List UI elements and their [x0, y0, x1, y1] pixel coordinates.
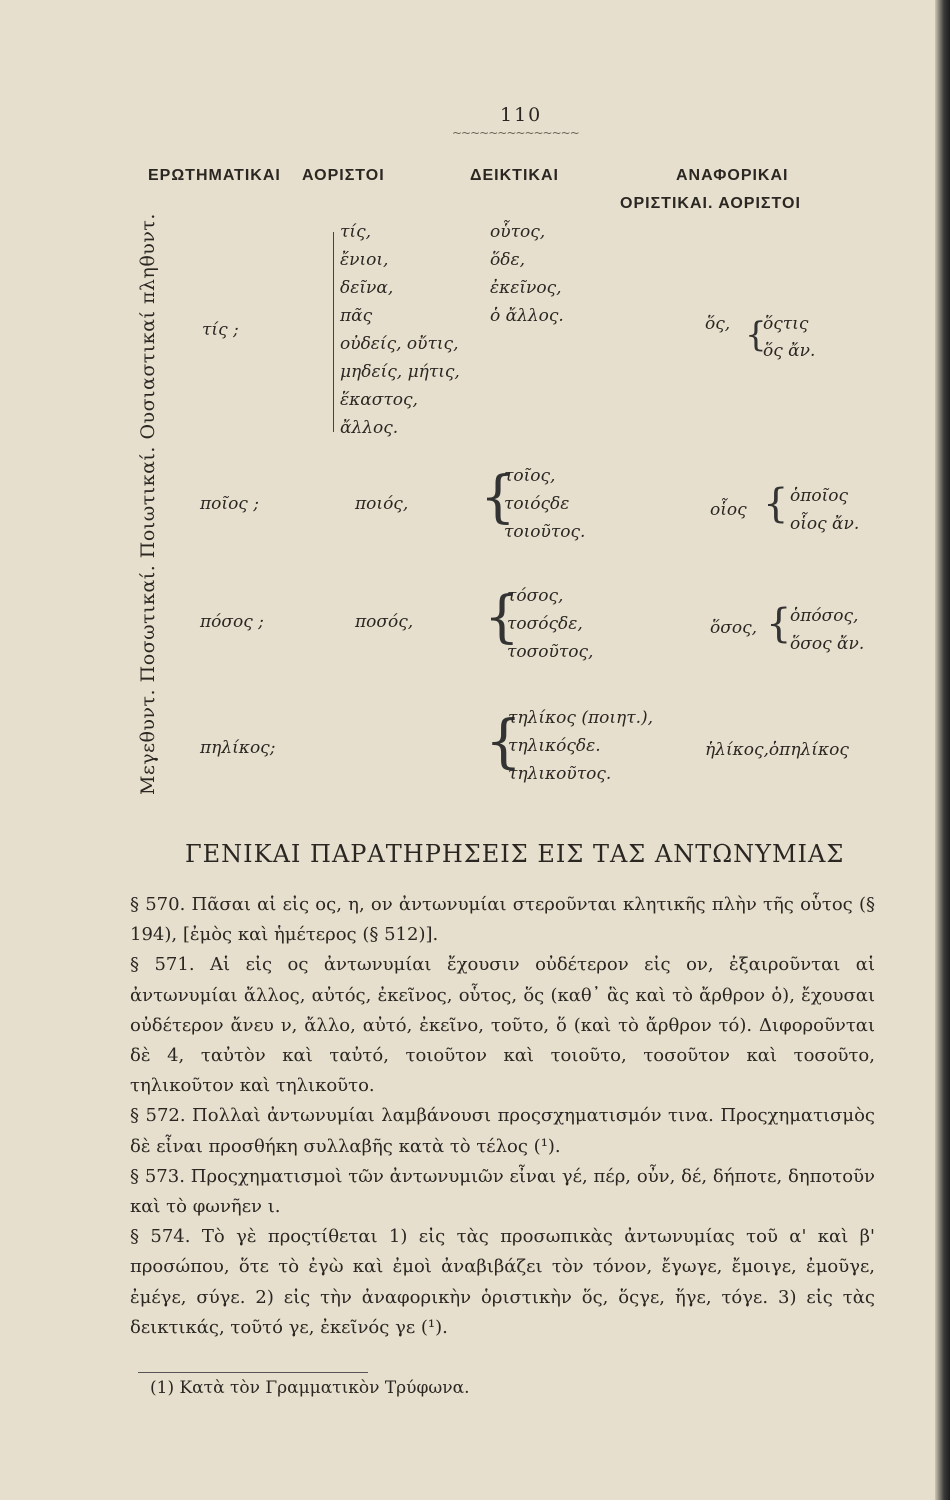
- row2-relative: οἷος: [710, 500, 747, 520]
- row4-demonstrative-2: τηλικόςδε.: [508, 736, 601, 756]
- row1-demonstrative-4: ὁ ἄλλος.: [490, 306, 564, 326]
- row3-demonstrative-1: τόσος,: [507, 586, 564, 606]
- row1-brace: {: [745, 315, 767, 355]
- row1-indefinite-bar: [333, 232, 334, 432]
- row3-demonstrative-3: τοσοῦτος,: [507, 642, 594, 662]
- header-demonstrative: ΔΕΙΚΤΙΚΑΙ: [470, 167, 559, 184]
- row2-rel-indefinite-2: οἷος ἄν.: [790, 514, 860, 534]
- row4-relative: ἡλίκος,ὁπηλίκος: [705, 740, 849, 760]
- row4-demonstrative-3: τηλικοῦτος.: [508, 764, 612, 784]
- header-interrogative: ΕΡΩΤΗΜΑΤΙΚΑΙ: [148, 167, 281, 184]
- row2-rel-indefinite-1: ὁποῖος: [790, 486, 849, 506]
- wavy-rule: ~~~~~~~~~~~~~~: [452, 126, 579, 140]
- row3-rel-indefinite-1: ὁπόσος,: [790, 606, 859, 626]
- row2-interrogative: ποῖος ;: [200, 494, 259, 514]
- row2-demonstrative-2: τοιόςδε: [504, 494, 570, 514]
- body-text: [130, 890, 875, 1343]
- paragraph-574: § 574. Τὸ γὲ προςτίθεται 1) εἰς τὰς προσωπικὰς ἀντωνυμίας τοῦ α' καὶ β' προσώπου, ὅτε τὸ ἐγὼ καὶ ἐμοὶ ἀναβιβάζει τὸν τόνον, ἔγωγε, ἔμοιγε, ἐμοῦγε, ἐμέγε, σύγε. 2) εἰς τὴν ἀναφορικὴν ὁριστικὴν ὅς, ὅςγε, ἥγε, τόγε. 3) εἰς τὰς δεικτικάς, τοῦτό γε, ἐκεῖνός γε (¹).: [130, 1226, 875, 1338]
- header-relative: ΑΝΑΦΟΡΙΚΑΙ: [676, 167, 789, 184]
- paragraph-571: § 571. Αἱ εἰς ος ἀντωνυμίαι ἔχουσιν οὐδέτερον εἰς ον, ἐξαιροῦνται αἱ ἀντωνυμίαι ἄλλος, αὐτός, ἐκεῖνος, οὗτος, ὅς (καθ᾽ ἃς καὶ τὸ ἄρθρον ὁ), ἔχουσαι οὐδέτερον ἄνευ ν, ἄλλο, αὐτό, ἐκεῖνο, τοῦτο, ὅ (καὶ τὸ ἄρθρον τό). Διφοροῦνται δὲ 4, ταὐτὸν καὶ ταὐτό, τοιοῦτον καὶ τοιοῦτο, τοσοῦτον καὶ τοσοῦτο, τηλικοῦτον καὶ τηλικοῦτο.: [130, 954, 875, 1097]
- row3-rel-indefinite-2: ὅσος ἄν.: [790, 634, 865, 654]
- row2-demonstrative-3: τοιοῦτος.: [504, 522, 586, 542]
- row2-demonstrative-brace: {: [480, 465, 516, 530]
- header-relative-definite: ΟΡΙΣΤΙΚΑΙ. ΑΟΡΙΣΤΟΙ: [620, 195, 801, 212]
- row1-indefinite-4: πᾶς: [340, 306, 373, 326]
- row1-rel-indefinite-1: ὅςτις: [763, 314, 809, 334]
- paragraph-570: § 570. Πᾶσαι αἱ εἰς ος, η, ον ἀντωνυμίαι στεροῦνται κλητικῆς πλὴν τῆς οὗτος (§ 194), [ἐμὸς καὶ ἡμέτερος (§ 512)].: [130, 894, 875, 946]
- row1-rel-indefinite-2: ὅς ἄν.: [763, 341, 816, 361]
- section-title: ΓΕΝΙΚΑΙ ΠΑΡΑΤΗΡΗΣΕΙΣ ΕΙΣ ΤΑΣ ΑΝΤΩΝΥΜΙΑΣ: [185, 840, 845, 868]
- row3-demonstrative-brace: {: [484, 585, 520, 650]
- row3-interrogative: πόσος ;: [200, 612, 264, 632]
- row1-demonstrative-1: οὗτος,: [490, 222, 546, 242]
- footnote-rule: [138, 1372, 368, 1373]
- row2-demonstrative-1: τοῖος,: [504, 466, 556, 486]
- row1-indefinite-5: οὐδείς, οὔτις,: [340, 334, 459, 354]
- row1-indefinite-1: τίς,: [340, 222, 371, 242]
- row1-indefinite-7: ἕκαστος,: [340, 390, 418, 410]
- row2-indefinite: ποιός,: [355, 494, 409, 514]
- paragraph-572: § 572. Πολλαὶ ἀντωνυμίαι λαμβάνουσι προςσχηματισμόν τινα. Προςχηματισμὸς δὲ εἶναι προσθήκη συλλαβῆς κατὰ τὸ τέλος (¹).: [130, 1105, 875, 1157]
- footnote: (1) Κατὰ τὸν Γραμματικὸν Τρύφωνα.: [150, 1378, 470, 1398]
- side-caption: Μεγεθυντ. Ποσωτικαί. Ποιωτικαί. Ουσιαστικαί πληθυντ.: [137, 213, 159, 795]
- row3-brace: {: [766, 601, 792, 647]
- row1-indefinite-6: μηδείς, μήτις,: [340, 362, 460, 382]
- page-number: 110: [500, 104, 543, 126]
- page-edge: [935, 0, 950, 1500]
- row1-interrogative: τίς ;: [202, 320, 239, 340]
- row1-demonstrative-3: ἐκεῖνος,: [490, 278, 562, 298]
- row2-brace: {: [763, 481, 789, 527]
- row3-relative: ὅσος,: [710, 618, 757, 638]
- row4-demonstrative-1: τηλίκος (ποιητ.),: [508, 708, 654, 728]
- row4-demonstrative-brace: {: [485, 707, 522, 775]
- row1-relative: ὅς,: [705, 314, 731, 334]
- row1-indefinite-8: ἄλλος.: [340, 418, 399, 438]
- header-indefinite: ΑΟΡΙΣΤΟΙ: [302, 167, 385, 184]
- paragraph-573: § 573. Προςχηματισμοὶ τῶν ἀντωνυμιῶν εἶναι γέ, πέρ, οὖν, δέ, δήποτε, δηποτοῦν καὶ τὸ φωνῆεν ι.: [130, 1165, 875, 1218]
- row4-interrogative: πηλίκος;: [200, 738, 276, 758]
- row1-indefinite-2: ἔνιοι,: [340, 250, 389, 270]
- row1-demonstrative-2: ὅδε,: [490, 250, 525, 270]
- row3-demonstrative-2: τοσόςδε,: [507, 614, 583, 634]
- row3-indefinite: ποσός,: [355, 612, 414, 632]
- row1-indefinite-3: δεῖνα,: [340, 278, 394, 298]
